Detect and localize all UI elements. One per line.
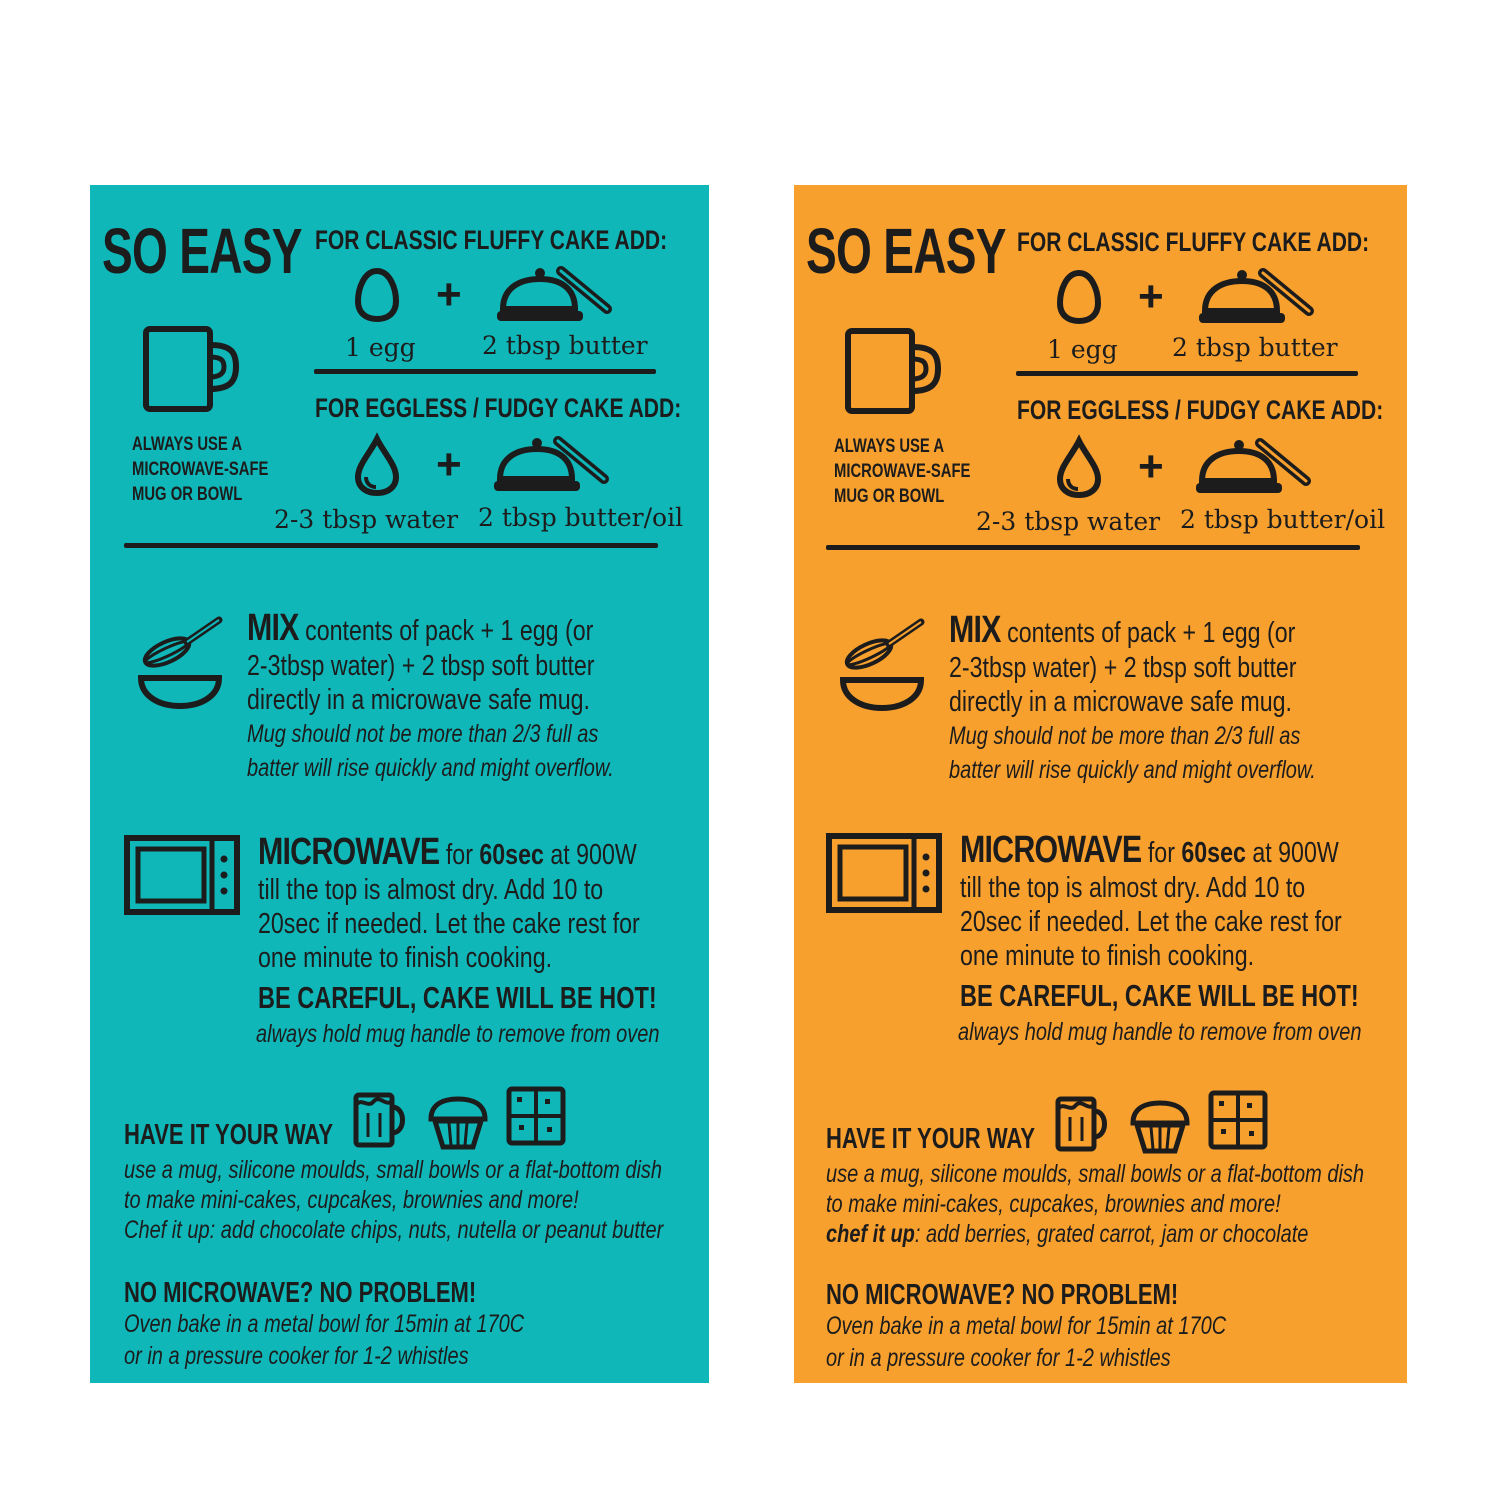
water-drop-icon bbox=[1054, 437, 1104, 499]
butter-label: 2 tbsp butter bbox=[1172, 333, 1338, 362]
chef-bold: chef it up bbox=[826, 1220, 915, 1248]
egg-icon bbox=[352, 265, 402, 325]
way-line2: to make mini-cakes, cupcakes, brownies and more! bbox=[826, 1190, 1281, 1218]
microwave-icon bbox=[826, 833, 942, 913]
mug-note: ALWAYS USE A MICROWAVE-SAFE MUG OR BOWL bbox=[834, 436, 971, 507]
mw-line4: one minute to finish cooking. bbox=[960, 940, 1255, 972]
mix-note1: Mug should not be more than 2/3 full as bbox=[949, 722, 1301, 750]
butter-dish-icon bbox=[495, 261, 615, 329]
instruction-card-orange bbox=[794, 185, 1407, 1383]
mw-time: 60sec bbox=[1181, 837, 1246, 869]
mix-title: MIX bbox=[247, 607, 299, 649]
water-label: 2-3 tbsp water bbox=[976, 507, 1161, 536]
butter-dish-icon bbox=[1194, 433, 1314, 501]
mw-title: MICROWAVE bbox=[960, 829, 1142, 871]
butter-label: 2 tbsp butter bbox=[482, 331, 648, 360]
plus-sign: + bbox=[1138, 272, 1164, 321]
mug-icon bbox=[142, 325, 240, 415]
eggless-heading: FOR EGGLESS / FUDGY CAKE ADD: bbox=[315, 393, 682, 423]
no-microwave-line2: or in a pressure cooker for 1-2 whistles bbox=[124, 1342, 469, 1370]
mw-time: 60sec bbox=[479, 839, 544, 871]
mix-title: MIX bbox=[949, 609, 1001, 651]
plus-sign: + bbox=[1138, 442, 1164, 491]
no-microwave-line2: or in a pressure cooker for 1-2 whistles bbox=[826, 1344, 1171, 1372]
mw-line4: one minute to finish cooking. bbox=[258, 942, 553, 974]
beer-mug-icon bbox=[1054, 1089, 1112, 1153]
mw-line2: till the top is almost dry. Add 10 to bbox=[258, 874, 604, 906]
mw-line3: 20sec if needed. Let the cake rest for bbox=[258, 908, 640, 940]
mix-line1: MIX contents of pack + 1 egg (or bbox=[949, 609, 1296, 651]
careful-note: always hold mug handle to remove from oven bbox=[958, 1018, 1362, 1046]
cupcake-icon bbox=[1127, 1099, 1193, 1155]
mix-line3: directly in a microwave safe mug. bbox=[247, 684, 590, 716]
brownies-icon bbox=[1207, 1089, 1269, 1151]
careful-note: always hold mug handle to remove from oven bbox=[256, 1020, 660, 1048]
plus-sign: + bbox=[436, 440, 462, 489]
careful-warning: BE CAREFUL, CAKE WILL BE HOT! bbox=[258, 980, 657, 1015]
no-microwave-line1: Oven bake in a metal bowl for 15min at 170C bbox=[124, 1310, 525, 1338]
microwave-icon bbox=[124, 835, 240, 915]
beer-mug-icon bbox=[352, 1085, 410, 1149]
careful-warning: BE CAREFUL, CAKE WILL BE HOT! bbox=[960, 978, 1359, 1013]
plus-sign: + bbox=[436, 270, 462, 319]
chef-line: chef it up: add berries, grated carrot, jam or chocolate bbox=[826, 1220, 1309, 1248]
way-title: HAVE IT YOUR WAY bbox=[124, 1119, 334, 1151]
water-drop-icon bbox=[352, 435, 402, 497]
way-title: HAVE IT YOUR WAY bbox=[826, 1123, 1036, 1155]
egg-icon bbox=[1054, 267, 1104, 327]
classic-heading: FOR CLASSIC FLUFFY CAKE ADD: bbox=[315, 225, 668, 255]
butter-dish-icon bbox=[492, 431, 612, 499]
instruction-card-teal bbox=[90, 185, 709, 1383]
no-microwave-line1: Oven bake in a metal bowl for 15min at 170C bbox=[826, 1312, 1227, 1340]
mw-line3: 20sec if needed. Let the cake rest for bbox=[960, 906, 1342, 938]
butter-oil-label: 2 tbsp butter/oil bbox=[478, 503, 684, 532]
divider bbox=[1016, 371, 1358, 376]
classic-heading: FOR CLASSIC FLUFFY CAKE ADD: bbox=[1017, 227, 1370, 257]
divider bbox=[124, 543, 658, 548]
way-line1: use a mug, silicone moulds, small bowls or a flat-bottom dish bbox=[826, 1160, 1365, 1188]
mix-line2: 2-3tbsp water) + 2 tbsp soft butter bbox=[949, 652, 1297, 684]
egg-label: 1 egg bbox=[1047, 335, 1118, 364]
cupcake-icon bbox=[425, 1095, 491, 1151]
way-line2: to make mini-cakes, cupcakes, brownies and more! bbox=[124, 1186, 579, 1214]
divider bbox=[314, 369, 656, 374]
mix-note2: batter will rise quickly and might overflow. bbox=[949, 756, 1316, 784]
mix-line1: MIX contents of pack + 1 egg (or bbox=[247, 607, 594, 649]
whisk-bowl-icon bbox=[837, 612, 929, 712]
divider bbox=[826, 545, 1360, 550]
mix-note1: Mug should not be more than 2/3 full as bbox=[247, 720, 599, 748]
egg-label: 1 egg bbox=[345, 333, 416, 362]
no-microwave-title: NO MICROWAVE? NO PROBLEM! bbox=[826, 1279, 1179, 1311]
chef-line: Chef it up: add chocolate chips, nuts, nutella or peanut butter bbox=[124, 1216, 664, 1244]
mix-line3: directly in a microwave safe mug. bbox=[949, 686, 1292, 718]
butter-dish-icon bbox=[1197, 263, 1317, 331]
brownies-icon bbox=[505, 1085, 567, 1147]
mug-icon bbox=[844, 327, 942, 417]
mw-line1: MICROWAVE for 60sec at 900W bbox=[258, 831, 637, 873]
mix-line2: 2-3tbsp water) + 2 tbsp soft butter bbox=[247, 650, 595, 682]
butter-oil-label: 2 tbsp butter/oil bbox=[1180, 505, 1386, 534]
way-line1: use a mug, silicone moulds, small bowls or a flat-bottom dish bbox=[124, 1156, 663, 1184]
mw-line1: MICROWAVE for 60sec at 900W bbox=[960, 829, 1339, 871]
card-title: SO EASY bbox=[806, 215, 1006, 287]
no-microwave-title: NO MICROWAVE? NO PROBLEM! bbox=[124, 1277, 477, 1309]
mix-note2: batter will rise quickly and might overflow. bbox=[247, 754, 614, 782]
card-title: SO EASY bbox=[102, 215, 302, 287]
mw-line2: till the top is almost dry. Add 10 to bbox=[960, 872, 1306, 904]
mug-note: ALWAYS USE A MICROWAVE-SAFE MUG OR BOWL bbox=[132, 434, 269, 505]
water-label: 2-3 tbsp water bbox=[274, 505, 459, 534]
whisk-bowl-icon bbox=[135, 610, 227, 710]
eggless-heading: FOR EGGLESS / FUDGY CAKE ADD: bbox=[1017, 395, 1384, 425]
mw-title: MICROWAVE bbox=[258, 831, 440, 873]
